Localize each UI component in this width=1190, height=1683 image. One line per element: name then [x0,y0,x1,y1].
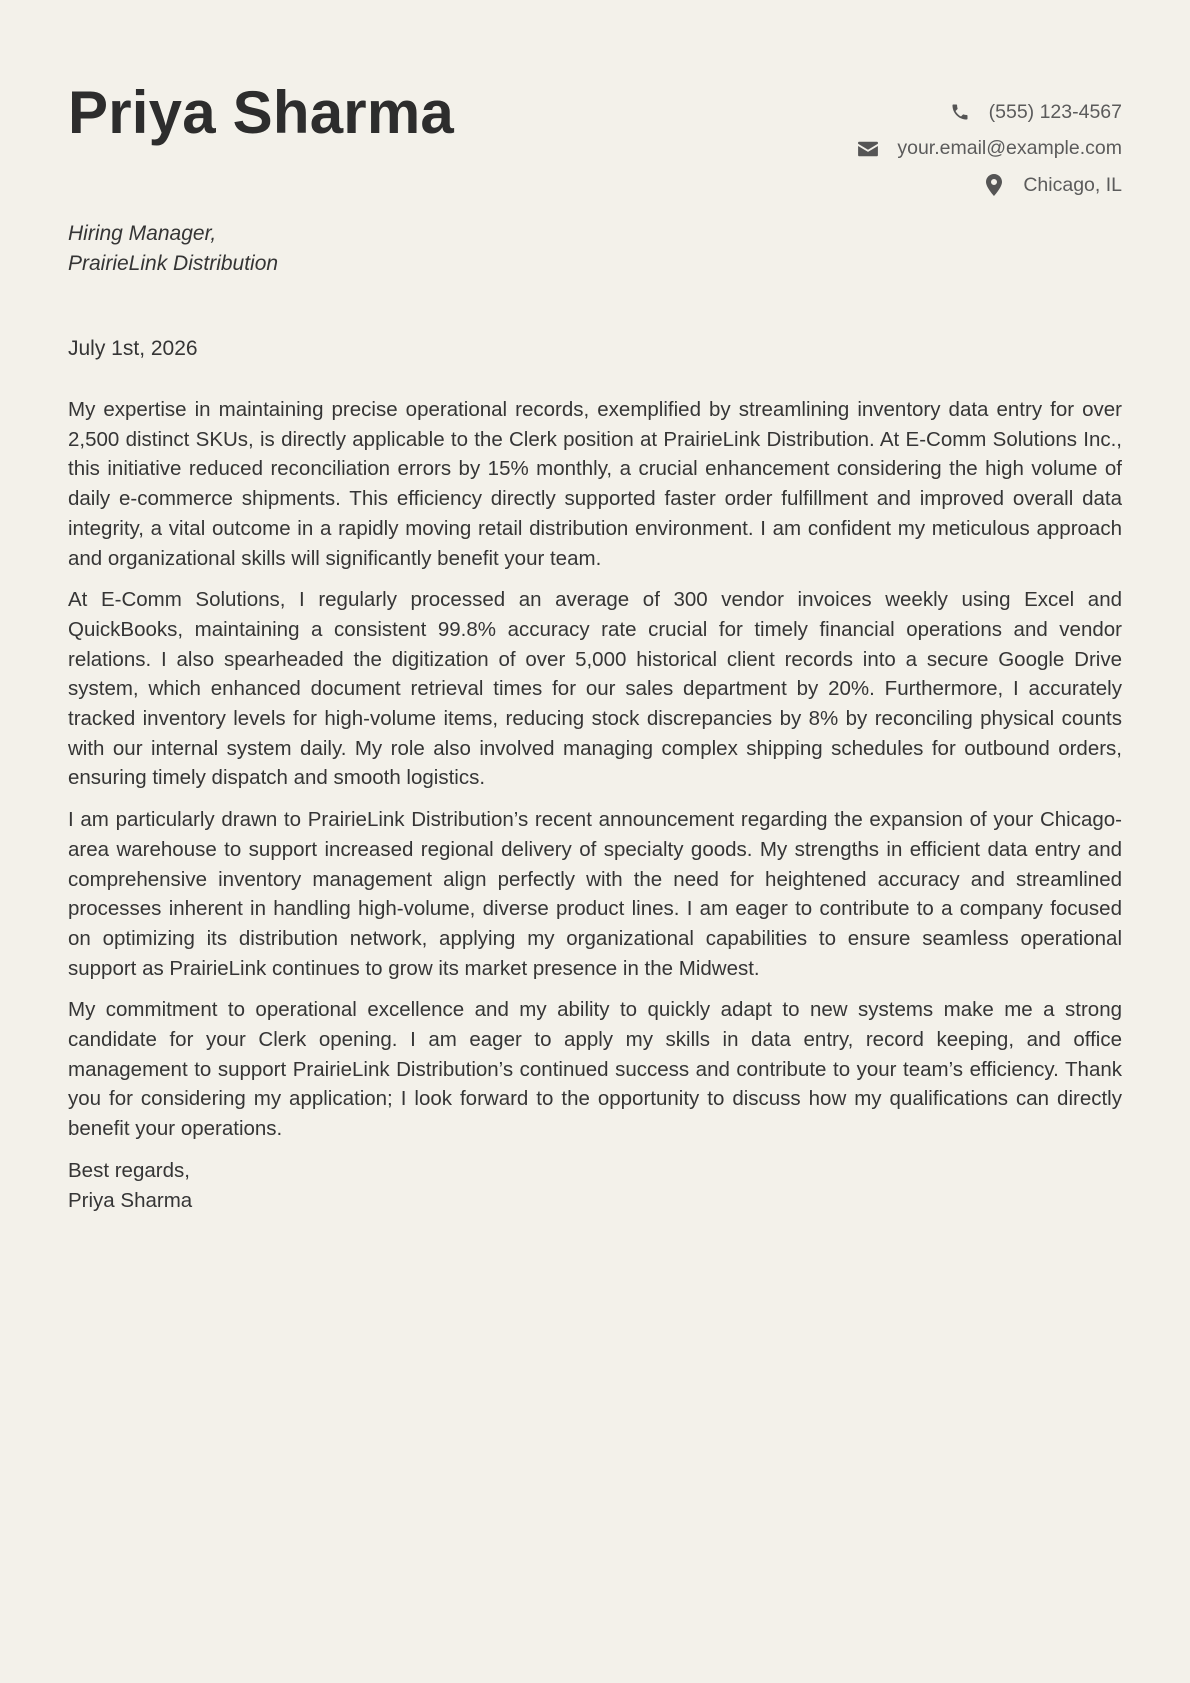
applicant-name: Priya Sharma [68,79,454,146]
letter-body [68,395,1122,1144]
body-paragraph: I am particularly drawn to PrairieLink Distribution’s recent announcement regarding the expansion of your Chicago-area warehouse to support increased regional delivery of specialty goods. My strengths in efficient data entry and comprehensive inventory management align perfectly with the need for heightened accuracy and streamlined processes inherent in handling high-volume, diverse product lines. I am eager to contribute to a company focused on optimizing its distribution network, applying my organizational capabilities to ensure seamless operational support as PrairieLink continues to grow its market presence in the Midwest. [68,808,1122,980]
phone-number: (555) 123-4567 [988,100,1122,123]
body-paragraph: My expertise in maintaining precise operational records, exemplified by streamlining inventory data entry for over 2,500 distinct SKUs, is directly applicable to the Clerk position at PrairieLink Distribution. At E-Comm Solutions Inc., this initiative reduced reconciliation errors by 15% monthly, a crucial enhancement considering the high volume of daily e-commerce shipments. This efficiency directly supported faster order fulfillment and improved overall data integrity, a vital outcome in a rapidly moving retail distribution environment. I am confident my meticulous approach and organizational skills will significantly benefit your team. [68,398,1122,570]
contact-location [855,167,1122,204]
envelope-icon [855,138,881,160]
letter-header [68,0,1122,205]
recipient-company: PrairieLink Distribution [68,252,279,275]
body-paragraph: At E-Comm Solutions, I regularly processed an average of 300 vendor invoices weekly using Excel and QuickBooks, maintaining a consistent 99.8% accuracy rate crucial for timely financial operations and vendor relations. I also spearheaded the digitization of over 5,000 historical client records into a secure Google Drive system, which enhanced document retrieval times for our sales department by 20%. Furthermore, I accurately tracked inventory levels for high-volume items, reducing stock discrepancies by 8% by reconciling physical counts with our internal system daily. My role also involved managing complex shipping schedules for outbound orders, ensuring timely dispatch and smooth logistics. [68,588,1122,790]
contact-email [855,131,1122,168]
email-address: your.email@example.com [897,137,1122,160]
contact-phone [855,94,1122,131]
letter-date: July 1st, 2026 [68,337,198,360]
contact-info [855,94,1122,204]
closing-salutation: Best regards, [68,1158,190,1182]
recipient-title: Hiring Manager, [68,222,217,245]
closing-signature: Priya Sharma [68,1188,193,1212]
body-paragraph: My commitment to operational excellence and my ability to quickly adapt to new systems make me a strong candidate for your Clerk opening. I am eager to apply my skills in data entry, record keeping, and office management to support PrairieLink Distribution’s continued success and contribute to your team’s efficiency. Thank you for considering my application; I look forward to the opportunity to discuss how my qualifications can directly benefit your operations. [68,998,1122,1141]
map-pin-icon [981,174,1007,196]
location-text: Chicago, IL [1023,173,1122,196]
phone-icon [947,101,973,123]
recipient-block [68,219,1122,279]
letter-closing [68,1156,1122,1215]
